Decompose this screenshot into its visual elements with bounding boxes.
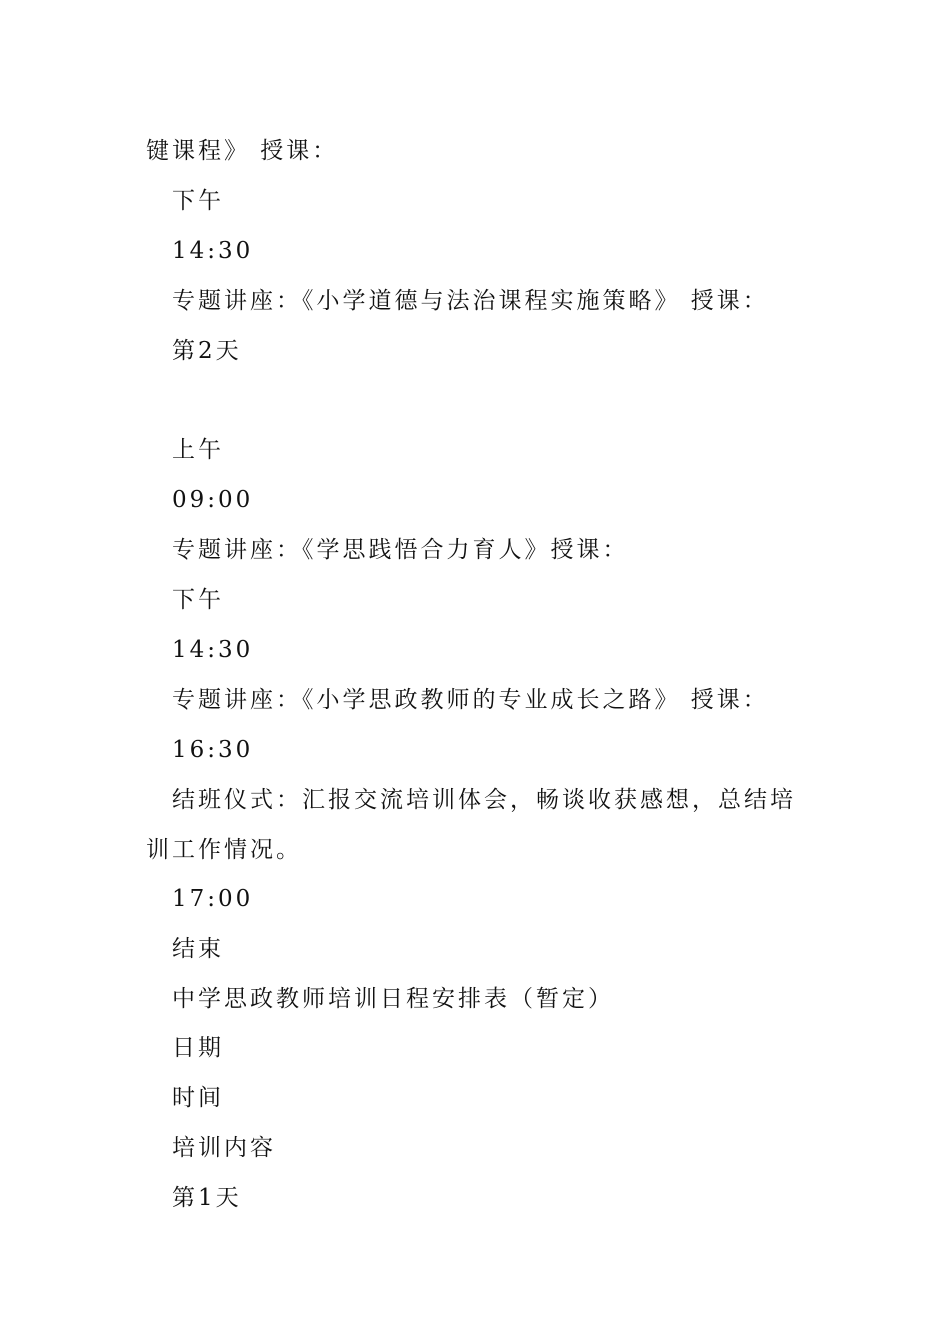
text-line-day: 第1天 (172, 1185, 242, 1211)
text-line-lecture: 专题讲座：《小学道德与法治课程实施策略》 授课： (172, 288, 769, 314)
text-line-time: 16:30 (172, 737, 254, 763)
text-line-lecture: 专题讲座：《学思践悟合力育人》授课： (172, 537, 629, 563)
text-line-day: 第2天 (172, 338, 242, 364)
text-line-lecture: 专题讲座：《小学思政教师的专业成长之路》 授课： (172, 687, 769, 713)
text-line-continuation: 键课程》 授课： (146, 138, 339, 164)
text-line-ceremony: 结班仪式：汇报交流培训体会，畅谈收获感想，总结培 (172, 787, 796, 813)
column-header-time: 时间 (172, 1085, 224, 1111)
text-line-time: 09:00 (172, 487, 254, 513)
text-line-end: 结束 (172, 936, 224, 962)
text-line-time: 17:00 (172, 886, 254, 912)
text-line-afternoon: 下午 (172, 587, 224, 613)
text-line-time: 14:30 (172, 238, 254, 264)
text-line-ceremony-cont: 训工作情况。 (146, 837, 302, 863)
schedule-title: 中学思政教师培训日程安排表（暂定） (172, 986, 614, 1012)
text-line-time: 14:30 (172, 637, 254, 663)
column-header-content: 培训内容 (172, 1135, 276, 1161)
text-line-afternoon: 下午 (172, 188, 224, 214)
column-header-date: 日期 (172, 1035, 224, 1061)
text-line-morning: 上午 (172, 437, 224, 463)
